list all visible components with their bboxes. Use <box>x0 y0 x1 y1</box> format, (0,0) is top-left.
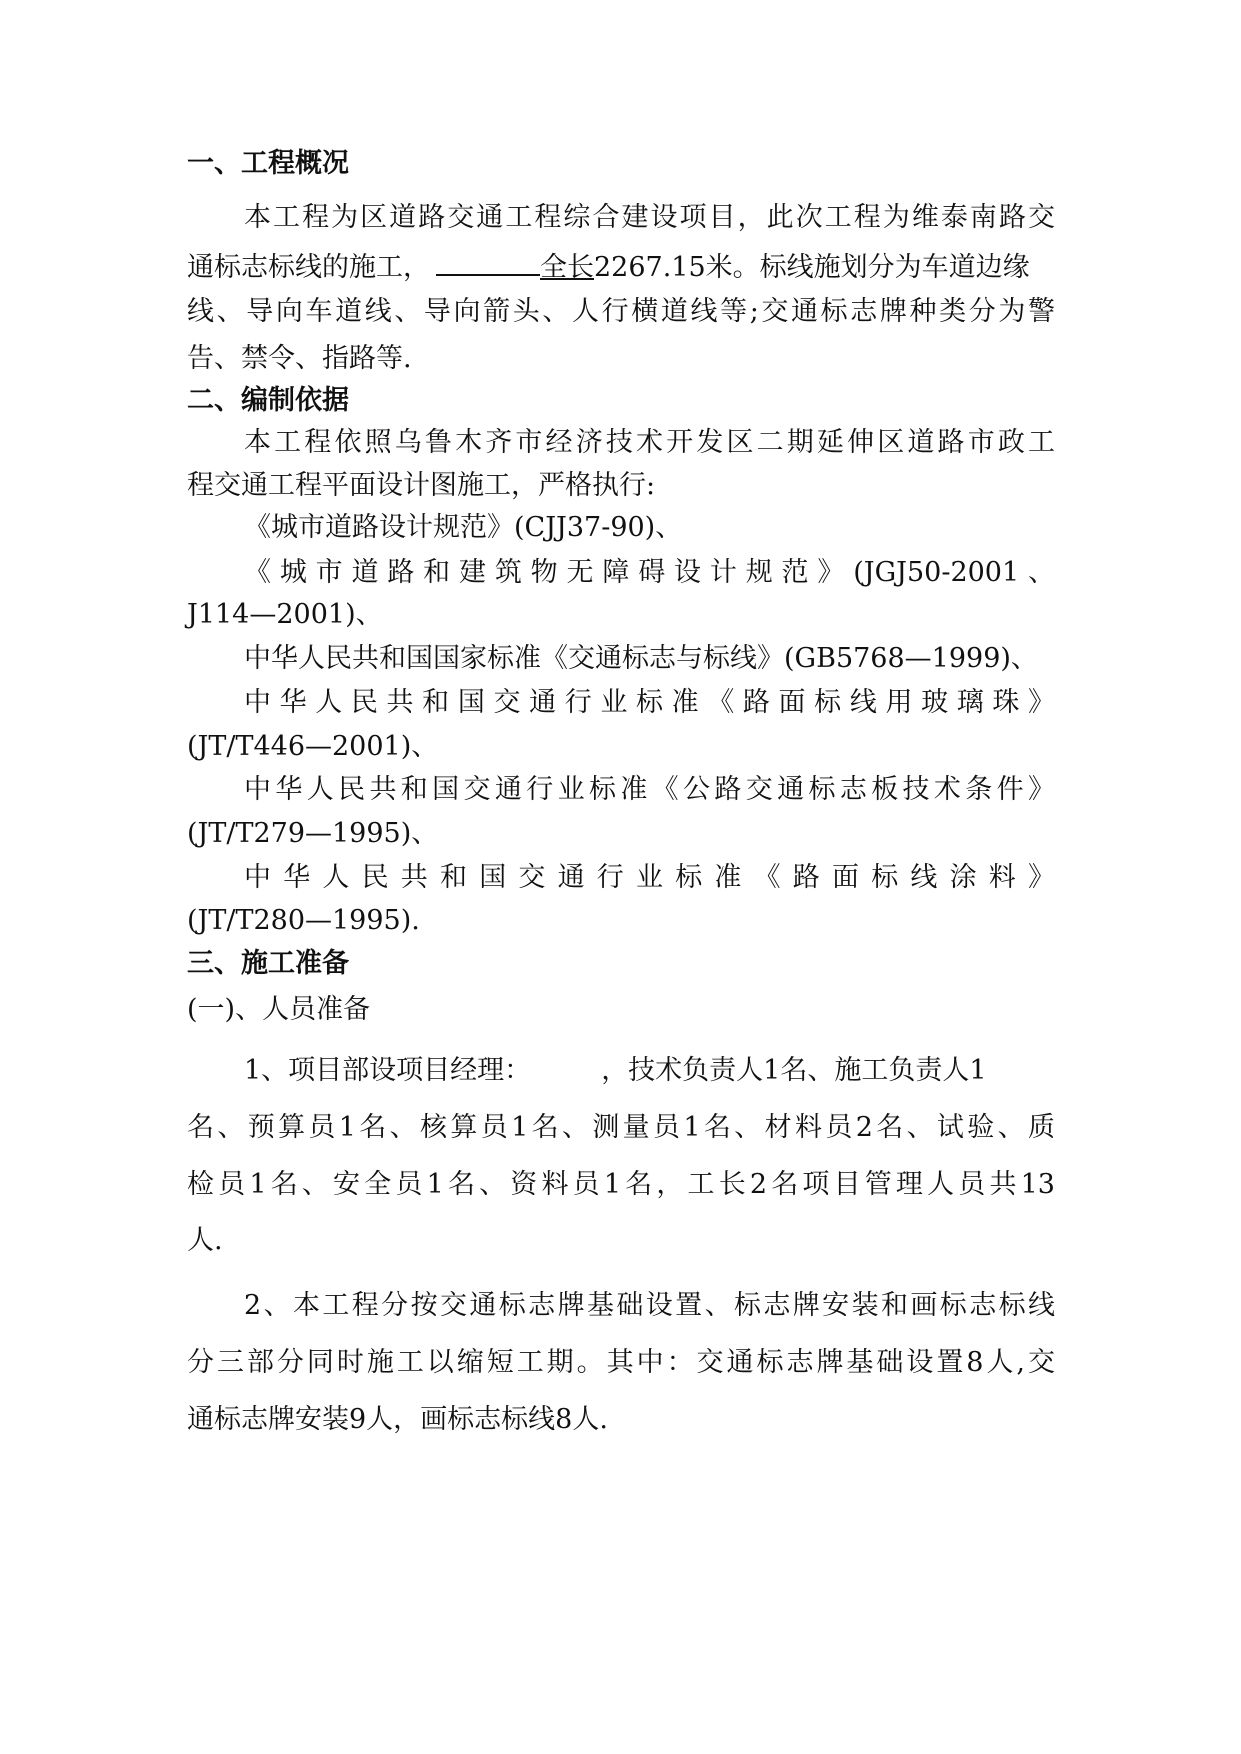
reference-item: 中华人民共和国交通行业标准《路面标线涂料》 <box>244 862 1055 893</box>
section-heading-preparation: 三、施工准备 <box>187 948 349 979</box>
paragraph-line: 2、本工程分按交通标志牌基础设置、标志牌安装和画标志标线 <box>244 1290 1055 1321</box>
paragraph-line: 本工程依照乌鲁木齐市经济技术开发区二期延伸区道路市政工 <box>244 427 1055 458</box>
text-span: 2267.15米。标线施划分为车道边缘 <box>594 252 1030 283</box>
paragraph-line: 名、预算员1名、核算员1名、测量员1名、材料员2名、试验、质 <box>187 1112 1055 1143</box>
paragraph-line: 程交通工程平面设计图施工，严格执行: <box>187 470 656 501</box>
reference-item: (JT/T279—1995)、 <box>187 818 439 849</box>
reference-item: J114—2001)、 <box>187 599 383 630</box>
reference-item: 《城市道路和建筑物无障碍设计规范》(JGJ50-2001、 <box>244 557 1055 588</box>
paragraph-line <box>244 1054 1055 1088</box>
subsection-heading: (一)、人员准备 <box>187 994 371 1025</box>
paragraph-line: 本工程为区道路交通工程综合建设项目，此次工程为维泰南路交 <box>244 202 1055 233</box>
reference-item: 中华人民共和国交通行业标准《公路交通标志板技术条件》 <box>244 774 1055 805</box>
underlined-text: 全长 <box>540 252 594 283</box>
fill-in-blank <box>436 248 540 276</box>
paragraph-line: 检员1名、安全员1名、资料员1名，工长2名项目管理人员共13 <box>187 1169 1055 1200</box>
text-span: ，技术负责人1名、施工负责人1 <box>601 1055 987 1086</box>
paragraph-line: 告、禁令、指路等. <box>187 343 412 374</box>
section-heading-overview: 一、工程概况 <box>187 148 349 179</box>
paragraph-line: 分三部分同时施工以缩短工期。其中：交通标志牌基础设置8人,交 <box>187 1347 1055 1378</box>
reference-item: 《城市道路设计规范》(CJJ37-90)、 <box>244 512 683 543</box>
reference-item: (JT/T446—2001)、 <box>187 731 439 762</box>
reference-item: 中华人民共和国国家标准《交通标志与标线》(GB5768—1999)、 <box>244 643 1038 674</box>
reference-item: 中华人民共和国交通行业标准《路面标线用玻璃珠》 <box>244 687 1055 718</box>
paragraph-line: 通标志牌安装9人，画标志标线8人. <box>187 1404 608 1435</box>
paragraph-line: 人. <box>187 1225 223 1256</box>
paragraph-line: 线、导向车道线、导向箭头、人行横道线等;交通标志牌种类分为警 <box>187 296 1055 327</box>
section-heading-basis: 二、编制依据 <box>187 385 349 416</box>
text-span: 通标志标线的施工， <box>187 252 430 283</box>
reference-item: (JT/T280—1995). <box>187 905 420 936</box>
text-span: 1、项目部设项目经理： <box>244 1055 532 1086</box>
paragraph-line <box>187 248 1055 285</box>
